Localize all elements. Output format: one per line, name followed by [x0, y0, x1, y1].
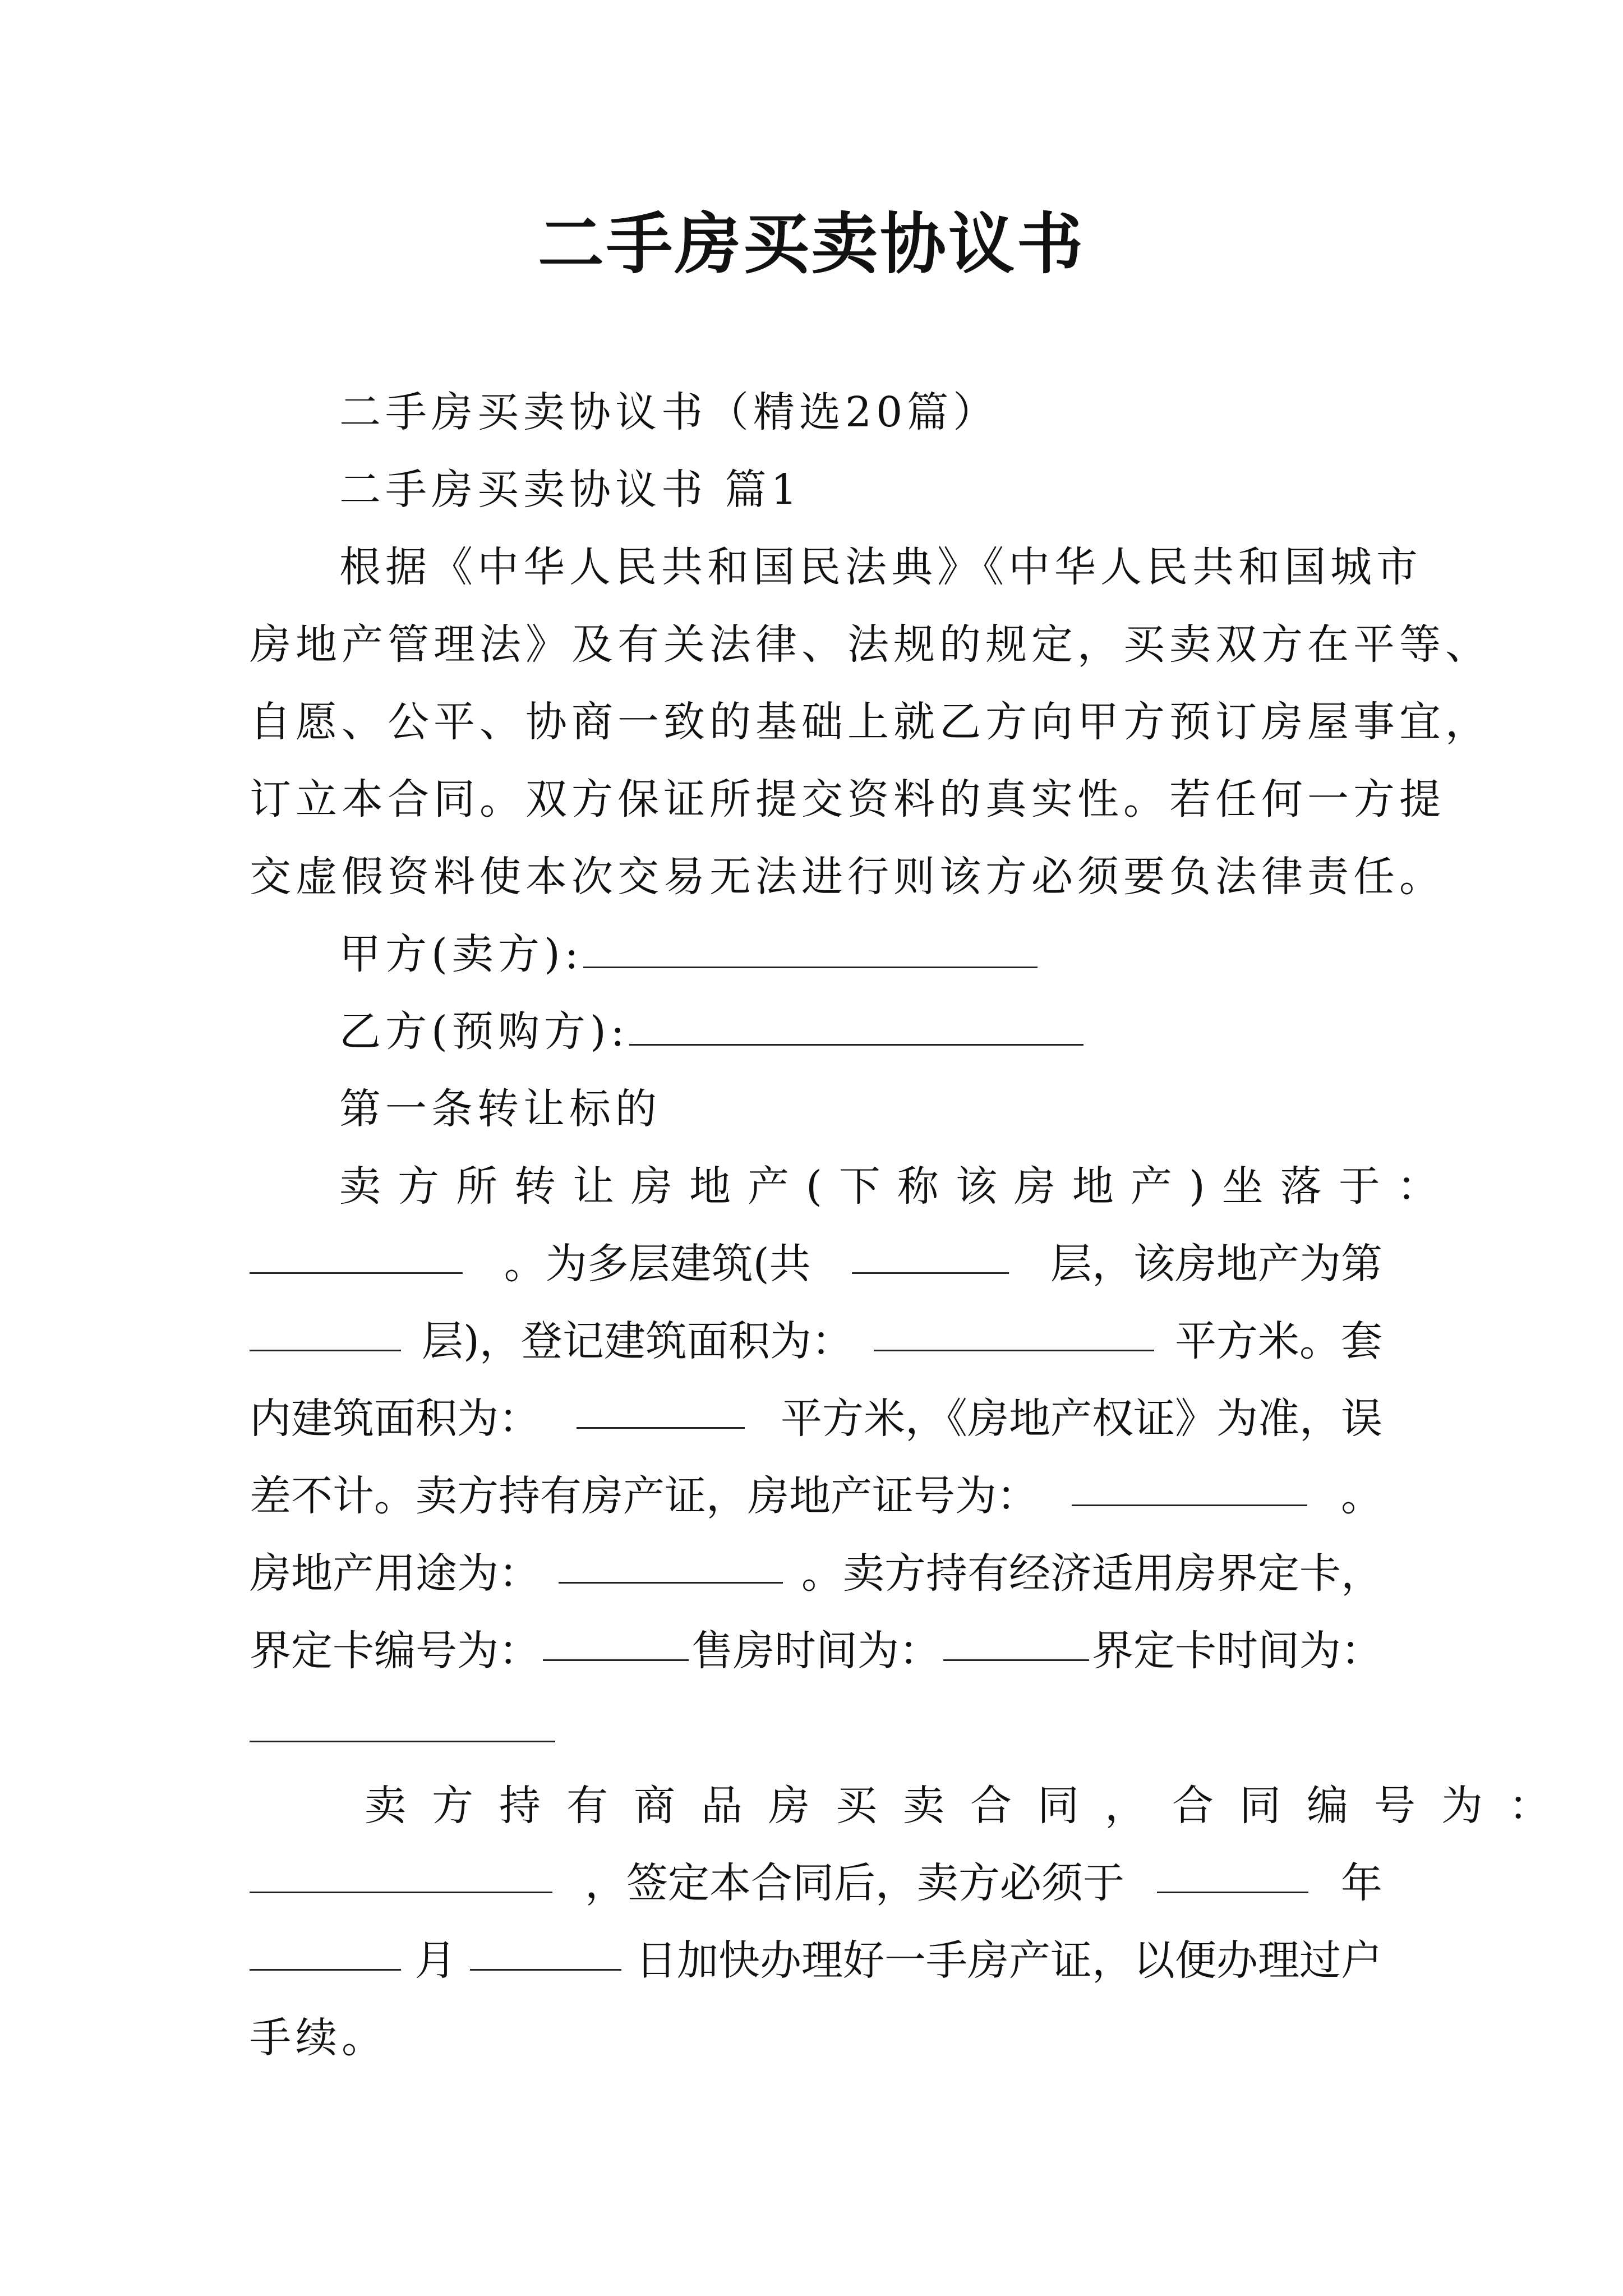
intro-line: 交虚假资料使本次交易无法进行则该方必须要负法律责任。 [250, 853, 1445, 901]
property-usage-blank[interactable] [559, 1543, 783, 1584]
intro-line: 订立本合同。双方保证所提交资料的真实性。若任何一方提 [250, 775, 1445, 823]
article-1-text: 卖方所转让房地产(下称该房地产)坐落于： [339, 1162, 1455, 1211]
article-1-text: 界定卡编号为： 售房时间为： 界定卡时间为： [250, 1620, 1382, 1682]
document-subtitle: 二手房买卖协议书（精选20篇） [339, 388, 999, 436]
party-a-line [339, 923, 1038, 985]
party-b-line [339, 1001, 1083, 1062]
building-area-blank[interactable] [874, 1310, 1154, 1351]
certificate-number-blank[interactable] [1072, 1465, 1307, 1506]
party-a-blank[interactable] [583, 927, 1038, 968]
article-1-text: 手续。 [250, 2014, 388, 2062]
intro-line: 自愿、公平、协商一致的基础上就乙方向甲方预订房屋事宜， [250, 698, 1491, 746]
intro-line: 房地产管理法》及有关法律、法规的规定，买卖双方在平等、 [250, 620, 1491, 669]
total-floors-blank[interactable] [852, 1233, 1009, 1274]
article-1-text [250, 1697, 555, 1759]
article-1-text: 卖方持有商品房买卖合同，合同编号为： [365, 1782, 1576, 1830]
party-a-label: 甲方(卖方): [339, 930, 583, 978]
card-time-blank[interactable] [250, 1701, 555, 1742]
location-blank[interactable] [250, 1233, 463, 1274]
party-b-label: 乙方(预购方): [339, 1007, 629, 1056]
contract-number-blank[interactable] [250, 1852, 552, 1893]
article-1-text: 差不计。卖方持有房产证，房地产证号为： 。 [250, 1465, 1382, 1527]
article-1-text: 层)，登记建筑面积为： 平方米。套 [250, 1310, 1382, 1372]
card-number-blank[interactable] [543, 1620, 689, 1661]
article-1-heading: 第一条转让标的 [339, 1085, 661, 1133]
year-blank[interactable] [1157, 1852, 1308, 1893]
article-1-text: 内建筑面积为： 平方米，《房地产权证》为准，误 [250, 1388, 1382, 1450]
month-blank[interactable] [250, 1930, 401, 1971]
article-1-text: ，签定本合同后，卖方必须于 年 [250, 1852, 1382, 1914]
section-heading: 二手房买卖协议书 篇1 [339, 466, 802, 514]
intro-line: 根据《中华人民共和国民法典》《中华人民共和国城市 [339, 543, 1422, 591]
inner-area-blank[interactable] [577, 1388, 745, 1429]
article-1-text: 房地产用途为： 。卖方持有经济适用房界定卡， [250, 1543, 1382, 1604]
sale-time-blank[interactable] [943, 1620, 1089, 1661]
party-b-blank[interactable] [629, 1005, 1083, 1046]
document-title: 二手房买卖协议书 [537, 205, 1085, 283]
floor-blank[interactable] [250, 1310, 401, 1351]
day-blank[interactable] [470, 1930, 621, 1971]
article-1-text: 月 日加快办理好一手房产证，以便办理过户 [250, 1930, 1382, 1991]
article-1-text: 。为多层建筑(共 层，该房地产为第 [250, 1233, 1382, 1295]
